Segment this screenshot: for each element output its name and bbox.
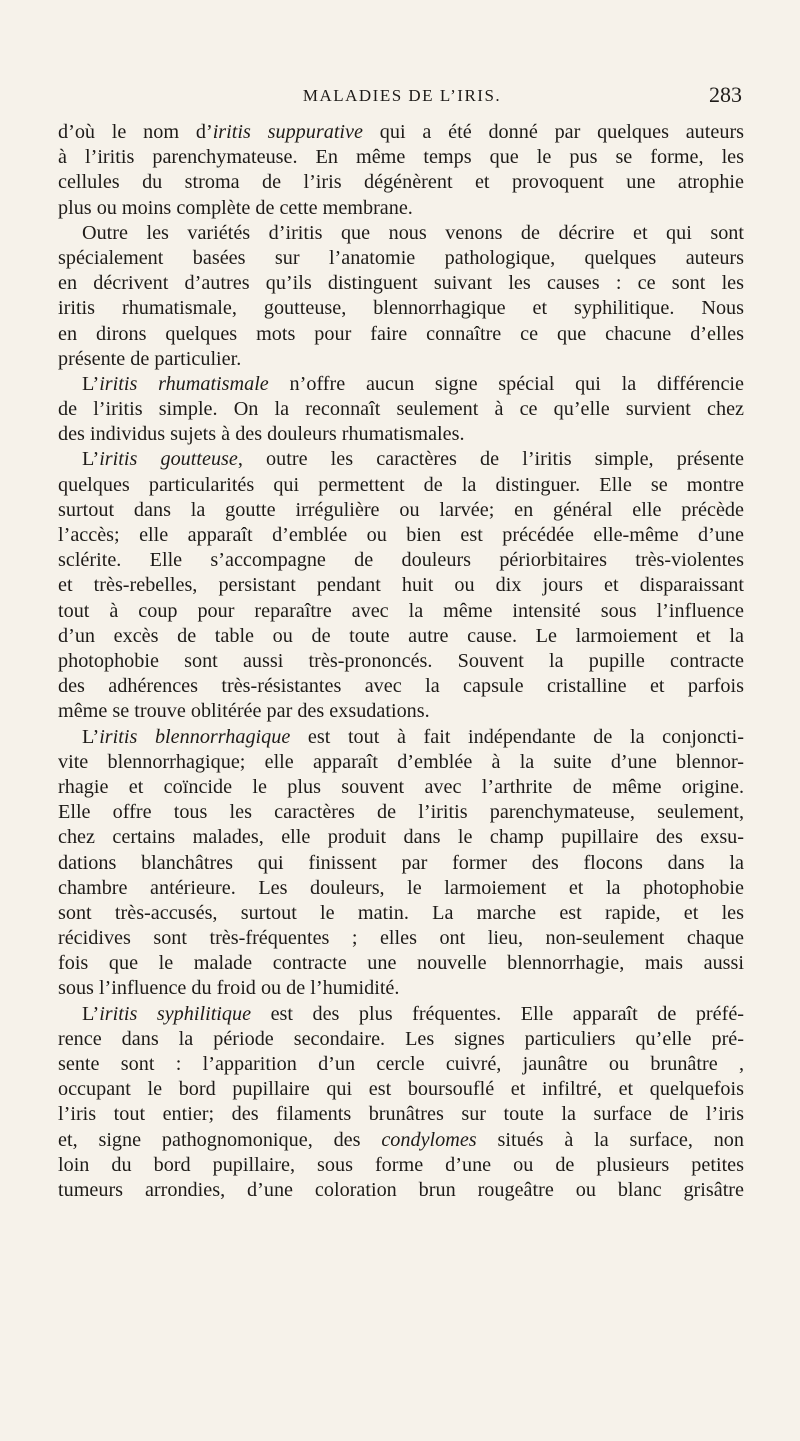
text-run: vite blennorrhagique; elle apparaît d’emblée à la suite d’une blennor- bbox=[58, 750, 744, 773]
text-line bbox=[58, 976, 744, 1001]
italic-term: condylomes bbox=[381, 1128, 477, 1151]
text-line bbox=[58, 926, 744, 951]
text-line bbox=[58, 624, 744, 649]
text-run: sous l’influence du froid ou de l’humidité. bbox=[58, 977, 400, 1000]
text-line bbox=[58, 775, 744, 800]
text-line bbox=[58, 951, 744, 976]
text-run: dations blanchâtres qui finissent par former des flocons dans la bbox=[58, 851, 744, 874]
text-line bbox=[58, 397, 744, 422]
text-run: même se trouve oblitérée par des exsudations. bbox=[58, 700, 430, 723]
text-run: L’ bbox=[82, 1002, 100, 1025]
text-run: est des plus fréquentes. Elle apparaît de préfé- bbox=[251, 1002, 744, 1025]
italic-term: iritis blennorrhagique bbox=[99, 725, 291, 748]
text-line bbox=[58, 170, 744, 195]
text-run: loin du bord pupillaire, sous forme d’une ou de plusieurs petites bbox=[58, 1153, 744, 1176]
text-line bbox=[58, 851, 744, 876]
text-line bbox=[58, 599, 744, 624]
text-run: en décrivent d’autres qu’ils distinguent suivant les causes : ce sont les bbox=[58, 272, 744, 295]
text-line bbox=[58, 196, 744, 221]
text-run: en dirons quelques mots pour faire connaître ce que chacune d’elles bbox=[58, 322, 744, 345]
text-run: Elle offre tous les caractères de l’iritis parenchymateuse, seulement, bbox=[58, 801, 744, 824]
italic-term: iritis rhumatismale bbox=[99, 372, 269, 395]
text-run: quelques particularités qui permettent de la distinguer. Elle se montre bbox=[58, 473, 744, 496]
text-run: rhagie et coïncide le plus souvent avec l’arthrite de même origine. bbox=[58, 775, 744, 798]
text-line bbox=[58, 296, 744, 321]
text-line bbox=[58, 750, 744, 775]
text-run: situés à la surface, non bbox=[476, 1128, 744, 1151]
text-run: tout à coup pour reparaître avec la même intensité sous l’influence bbox=[58, 599, 744, 622]
text-run: L’ bbox=[82, 372, 100, 395]
text-line bbox=[58, 473, 744, 498]
text-run: et, signe pathognomonique, des bbox=[58, 1128, 382, 1151]
text-run: Outre les variétés d’iritis que nous venons de décrire et qui sont bbox=[82, 221, 744, 244]
text-line bbox=[58, 120, 744, 145]
text-line bbox=[58, 1153, 744, 1178]
text-line bbox=[58, 523, 744, 548]
text-line bbox=[58, 825, 744, 850]
italic-term: iritis suppurative bbox=[212, 121, 363, 143]
text-run: et très-rebelles, persistant pendant huit ou dix jours et disparaissant bbox=[58, 574, 744, 597]
text-line bbox=[58, 674, 744, 699]
text-run: l’iris tout entier; des filaments brunâtres sur toute la surface de l’iris bbox=[58, 1103, 744, 1126]
page-number: 283 bbox=[709, 82, 742, 107]
text-line bbox=[58, 246, 744, 271]
text-line bbox=[58, 1102, 744, 1127]
text-line bbox=[58, 447, 744, 472]
text-run: d’un excès de table ou de toute autre cause. Le larmoiement et la bbox=[58, 624, 744, 647]
text-run: occupant le bord pupillaire qui est boursouflé et infiltré, et quelquefois bbox=[58, 1078, 744, 1101]
text-line bbox=[58, 901, 744, 926]
italic-term: iritis syphilitique bbox=[99, 1002, 252, 1025]
text-run: présente de particulier. bbox=[58, 347, 242, 370]
text-run: rence dans la période secondaire. Les signes particuliers qu’elle pré- bbox=[58, 1027, 744, 1050]
text-run: plus ou moins complète de cette membrane. bbox=[58, 196, 413, 219]
text-line bbox=[58, 1052, 744, 1077]
text-line bbox=[58, 1178, 744, 1203]
text-run: est tout à fait indépendante de la conjoncti- bbox=[290, 725, 744, 748]
text-line bbox=[58, 498, 744, 523]
text-run: surtout dans la goutte irrégulière ou larvée; en général elle précède bbox=[58, 498, 744, 521]
italic-term: iritis goutteuse bbox=[99, 448, 238, 471]
text-run: n’offre aucun signe spécial qui la différencie bbox=[268, 372, 744, 395]
text-line bbox=[58, 1128, 744, 1153]
text-line bbox=[58, 422, 744, 447]
text-run: qui a été donné par quelques auteurs bbox=[362, 121, 744, 143]
text-run: cellules du stroma de l’iris dégénèrent et provoquent une atrophie bbox=[58, 171, 744, 194]
running-title: MALADIES DE L’IRIS. bbox=[302, 86, 502, 105]
text-run: sente sont : l’apparition d’un cercle cuivré, jaunâtre ou brunâtre , bbox=[58, 1053, 744, 1076]
text-run: d’où le nom d’ bbox=[58, 121, 213, 143]
text-run: L’ bbox=[82, 725, 100, 748]
text-line bbox=[58, 573, 744, 598]
text-line bbox=[58, 347, 744, 372]
text-run: de l’iritis simple. On la reconnaît seulement à ce qu’elle survient chez bbox=[58, 398, 744, 421]
text-run: photophobie sont aussi très-prononcés. Souvent la pupille contracte bbox=[58, 649, 744, 672]
text-run: l’accès; elle apparaît d’emblée ou bien est précédée elle-même d’une bbox=[58, 524, 744, 547]
text-line bbox=[58, 725, 744, 750]
text-line bbox=[58, 145, 744, 170]
text-line bbox=[58, 876, 744, 901]
text-run: fois que le malade contracte une nouvelle blennorrhagie, mais aussi bbox=[58, 952, 744, 975]
text-line bbox=[58, 221, 744, 246]
text-line bbox=[58, 649, 744, 674]
text-run: récidives sont très-fréquentes ; elles ont lieu, non-seulement chaque bbox=[58, 927, 744, 950]
text-run: des individus sujets à des douleurs rhumatismales. bbox=[58, 423, 465, 446]
body-text bbox=[58, 120, 744, 1203]
text-run: tumeurs arrondies, d’une coloration brun rougeâtre ou blanc grisâtre bbox=[58, 1178, 744, 1201]
text-line bbox=[58, 548, 744, 573]
text-line bbox=[58, 699, 744, 724]
text-run: spécialement basées sur l’anatomie pathologique, quelques auteurs bbox=[58, 246, 744, 269]
text-line bbox=[58, 1077, 744, 1102]
text-run: chambre antérieure. Les douleurs, le larmoiement et la photophobie bbox=[58, 876, 744, 899]
text-run: chez certains malades, elle produit dans le champ pupillaire des exsu- bbox=[58, 826, 744, 849]
text-run: L’ bbox=[82, 448, 100, 471]
text-run: iritis rhumatismale, goutteuse, blennorrhagique et syphilitique. Nous bbox=[58, 297, 744, 320]
text-line bbox=[58, 372, 744, 397]
text-line bbox=[58, 800, 744, 825]
page-header bbox=[62, 82, 742, 116]
text-line bbox=[58, 1002, 744, 1027]
text-line bbox=[58, 322, 744, 347]
text-line bbox=[58, 271, 744, 296]
text-run: , outre les caractères de l’iritis simple, présente bbox=[237, 448, 744, 471]
text-run: à l’iritis parenchymateuse. En même temps que le pus se forme, les bbox=[58, 146, 744, 169]
text-run: sclérite. Elle s’accompagne de douleurs périorbitaires très-violentes bbox=[58, 549, 744, 572]
text-run: des adhérences très-résistantes avec la capsule cristalline et parfois bbox=[58, 675, 744, 698]
text-run: sont très-accusés, surtout le matin. La marche est rapide, et les bbox=[58, 901, 744, 924]
text-line bbox=[58, 1027, 744, 1052]
